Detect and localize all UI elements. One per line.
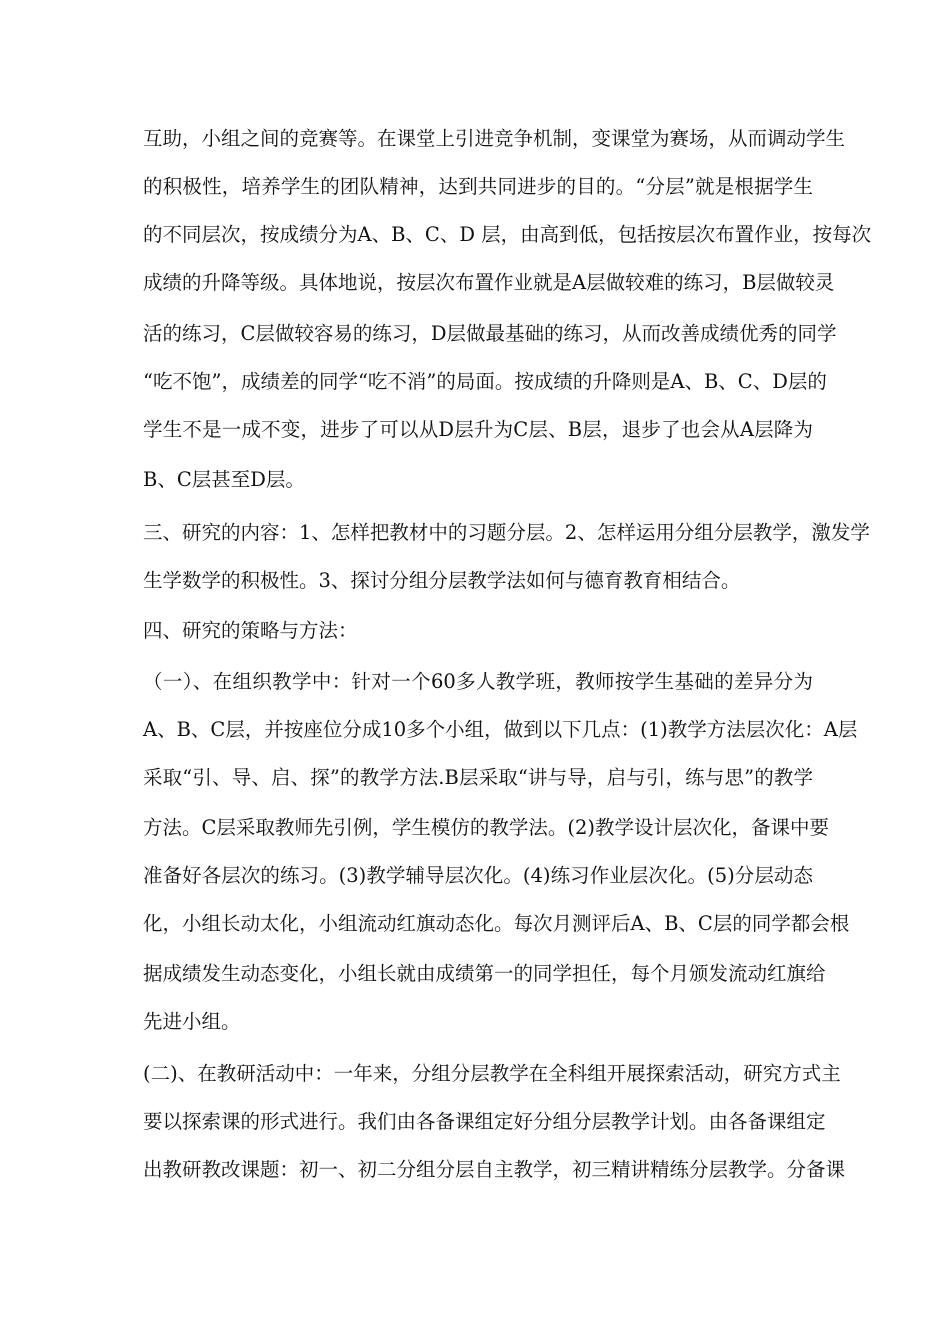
text-line: 互助，小组之间的竞赛等。在课堂上引进竞争机制，变课堂为赛场，从而调动学生 <box>143 127 846 150</box>
text-line: 要以探索课的形式进行。我们由各备课组定好分组分层教学计划。由各备课组定 <box>143 1110 826 1133</box>
text-line: B、C层甚至D层。 <box>143 468 305 491</box>
text-line: 据成绩发生动态变化，小组长就由成绩第一的同学担任，每个月颁发流动红旗给 <box>143 962 826 985</box>
text-line: 生学数学的积极性。3、探讨分组分层教学法如何与德育教育相结合。 <box>143 569 741 592</box>
text-line: A、B、C层，并按座位分成10多个小组，做到以下几点：(1)教学方法层次化：A层 <box>143 718 858 741</box>
text-line: 准备好各层次的练习。(3)教学辅导层次化。(4)练习作业层次化。(5)分层动态 <box>143 864 813 887</box>
subsection-heading-line: (二)、在教研活动中：一年来，分组分层教学在全科组开展探索活动，研究方式主 <box>143 1062 841 1085</box>
text-line: 方法。C层采取教师先引例，学生模仿的教学法。(2)教学设计层次化，备课中要 <box>143 816 830 839</box>
text-line: “吃不饱”，成绩差的同学“吃不消”的局面。按成绩的升降则是A、B、C、D层的 <box>143 370 827 393</box>
text-line: 化，小组长动太化，小组流动红旗动态化。每次月测评后A、B、C层的同学都会根 <box>143 912 850 935</box>
section-heading: 四、研究的策略与方法： <box>143 619 358 642</box>
text-line: 先进小组。 <box>143 1010 241 1033</box>
text-line: 成绩的升降等级。具体地说，按层次布置作业就是A层做较难的练习，B层做较灵 <box>143 271 835 294</box>
text-line: 活的练习，C层做较容易的练习，D层做最基础的练习，从而改善成绩优秀的同学 <box>143 322 837 345</box>
text-line: 学生不是一成不变，进步了可以从D层升为C层、B层，退步了也会从A层降为 <box>143 418 813 441</box>
section-heading-line: 三、研究的内容：1、怎样把教材中的习题分层。2、怎样运用分组分层教学，激发学 <box>143 521 870 544</box>
text-line: 的积极性，培养学生的团队精神，达到共同进步的目的。“分层”就是根据学生 <box>143 175 813 198</box>
subsection-heading-line: （一）、在组织教学中：针对一个60多人教学班，教师按学生基础的差异分为 <box>143 670 813 693</box>
text-line: 出教研教改课题：初一、初二分组分层自主教学，初三精讲精练分层教学。分备课 <box>143 1158 846 1181</box>
text-line: 的不同层次，按成绩分为A、B、C、D 层，由高到低，包括按层次布置作业，按每次 <box>143 223 872 246</box>
text-line: 采取“引、导、启、探”的教学方法.B层采取“讲与导，启与引，练与思”的教学 <box>143 766 813 789</box>
